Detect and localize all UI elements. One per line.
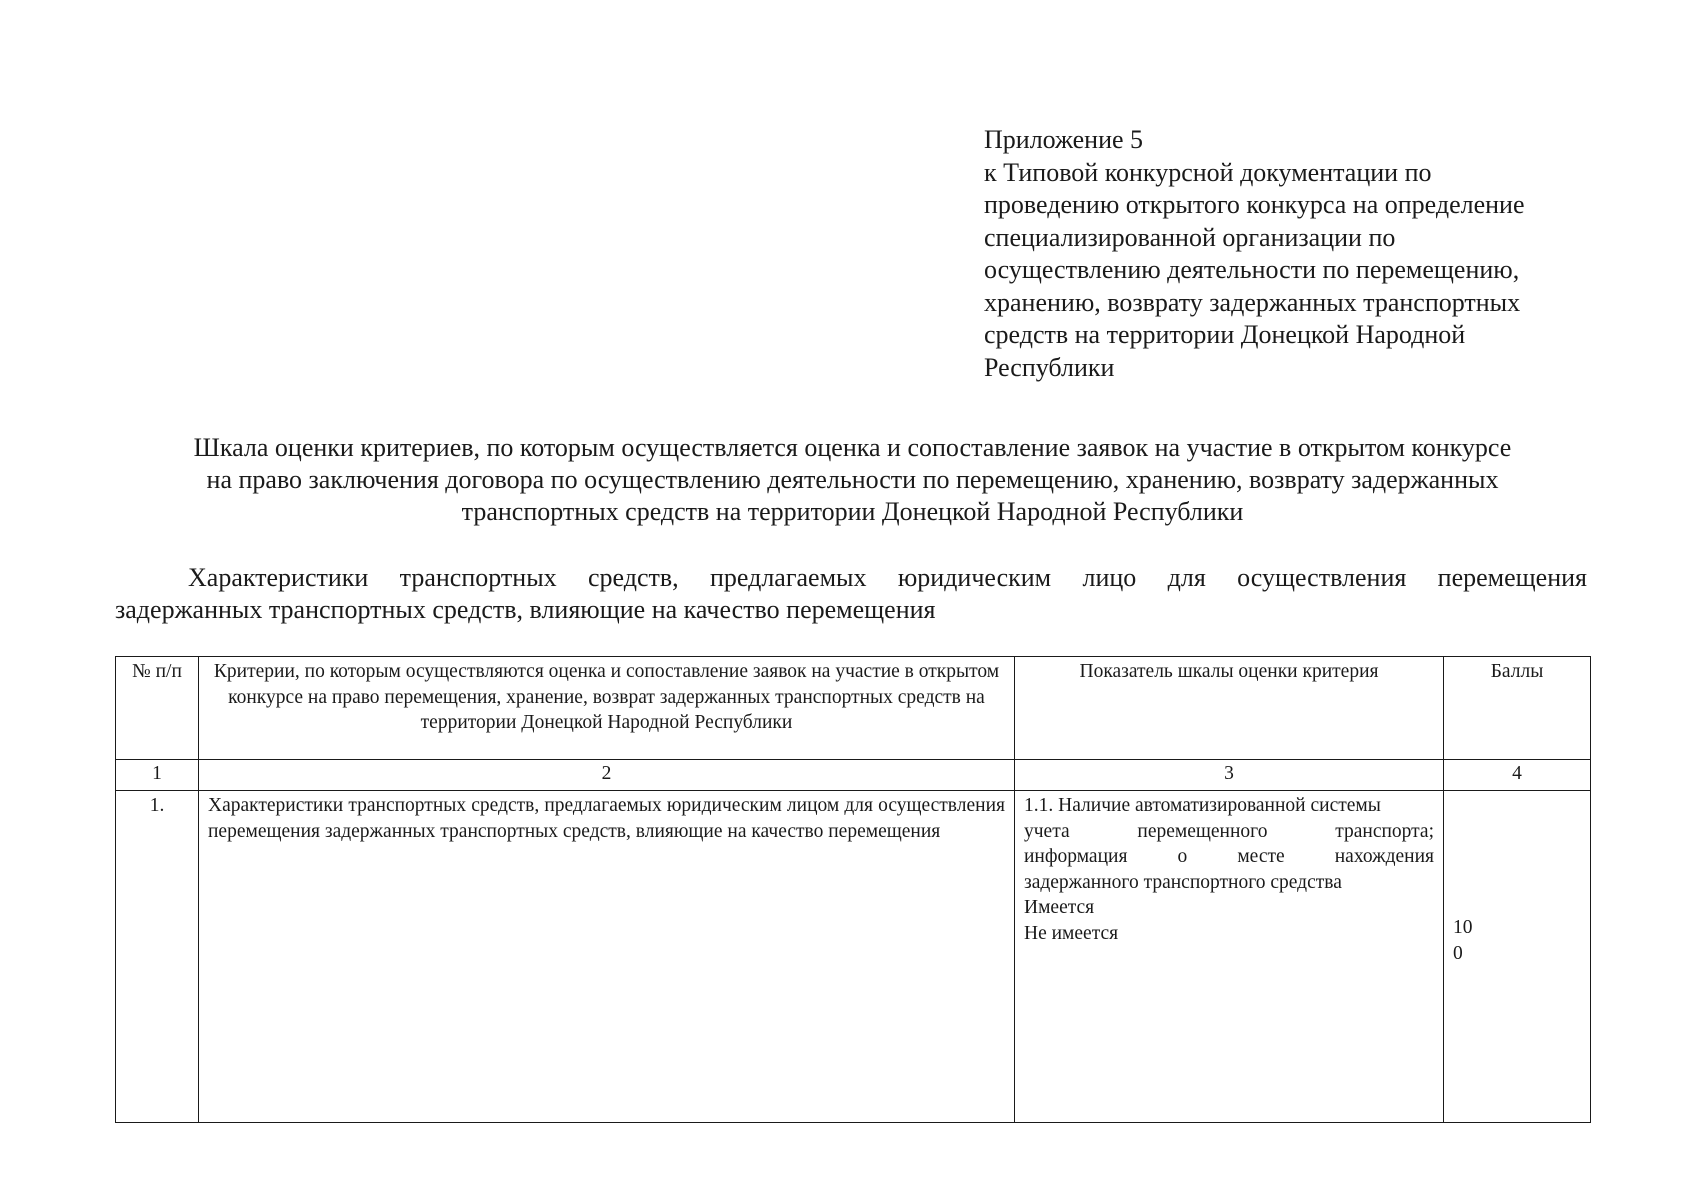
appendix-line: Республики <box>984 352 1115 382</box>
header-points: Баллы <box>1444 657 1591 760</box>
points-values <box>1453 793 1581 966</box>
row-number: 1. <box>116 791 199 1123</box>
table-header-row <box>116 657 1591 760</box>
subheading-line: Характеристики транспортных средств, предлагаемых юридическим лицо для осуществления перемещения <box>188 563 1587 592</box>
indicator-title-line: задержанного транспортного средства <box>1024 871 1342 893</box>
indicator-title-line: информация о месте нахождения <box>1024 846 1434 867</box>
appendix-line: хранению, возврату задержанных транспортных <box>984 287 1521 317</box>
column-number: 3 <box>1015 760 1444 791</box>
appendix-line: специализированной организации по <box>984 222 1396 252</box>
subheading-line: задержанных транспортных средств, влияющие на качество перемещения <box>115 595 936 624</box>
indicator-title-line: учета перемещенного транспорта; <box>1024 820 1434 842</box>
header-number: № п/п <box>116 657 199 760</box>
title-line: Шкала оценки критериев, по которым осуществляется оценка и сопоставление заявок на участие в открытом конкурсе <box>193 433 1512 462</box>
indicator-title-line: 1.1. Наличие автоматизированной системы <box>1024 795 1381 816</box>
header-criteria: Критерии, по которым осуществляются оценка и сопоставление заявок на участие в открытом конкурсе на право перемещения, хранение, возврат задержанных транспортных средств на территории Донецкой Народной Республики <box>199 657 1015 760</box>
indicator-option: Имеется <box>1024 897 1095 918</box>
appendix-line: Приложение 5 <box>984 125 1144 154</box>
appendix-line: проведению открытого конкурса на определение <box>984 190 1525 219</box>
criteria-table <box>115 656 1591 1123</box>
document-title <box>115 432 1590 528</box>
appendix-line: к Типовой конкурсной документации по <box>984 157 1432 187</box>
column-number-row <box>116 760 1591 791</box>
header-indicator: Показатель шкалы оценки критерия <box>1015 657 1444 760</box>
appendix-line: осуществлению деятельности по перемещению, <box>984 255 1520 284</box>
row-criteria: Характеристики транспортных средств, предлагаемых юридическим лицом для осуществления перемещения задержанных транспортных средств, влияющие на качество перемещения <box>199 791 1015 1123</box>
row-points <box>1444 791 1591 1123</box>
points-value: 10 <box>1453 917 1473 938</box>
row-indicator <box>1015 791 1444 1123</box>
appendix-line: средств на территории Донецкой Народной <box>984 320 1466 349</box>
appendix-reference <box>984 124 1624 384</box>
table-row <box>116 791 1591 1123</box>
column-number: 1 <box>116 760 199 791</box>
section-subheading <box>115 562 1587 626</box>
title-line: транспортных средств на территории Донецкой Народной Республики <box>461 497 1244 526</box>
title-line: на право заключения договора по осуществлению деятельности по перемещению, хранению, возврату задержанных <box>206 465 1499 494</box>
points-value: 0 <box>1453 942 1463 964</box>
column-number: 4 <box>1444 760 1591 791</box>
indicator-option: Не имеется <box>1024 922 1119 944</box>
column-number: 2 <box>199 760 1015 791</box>
